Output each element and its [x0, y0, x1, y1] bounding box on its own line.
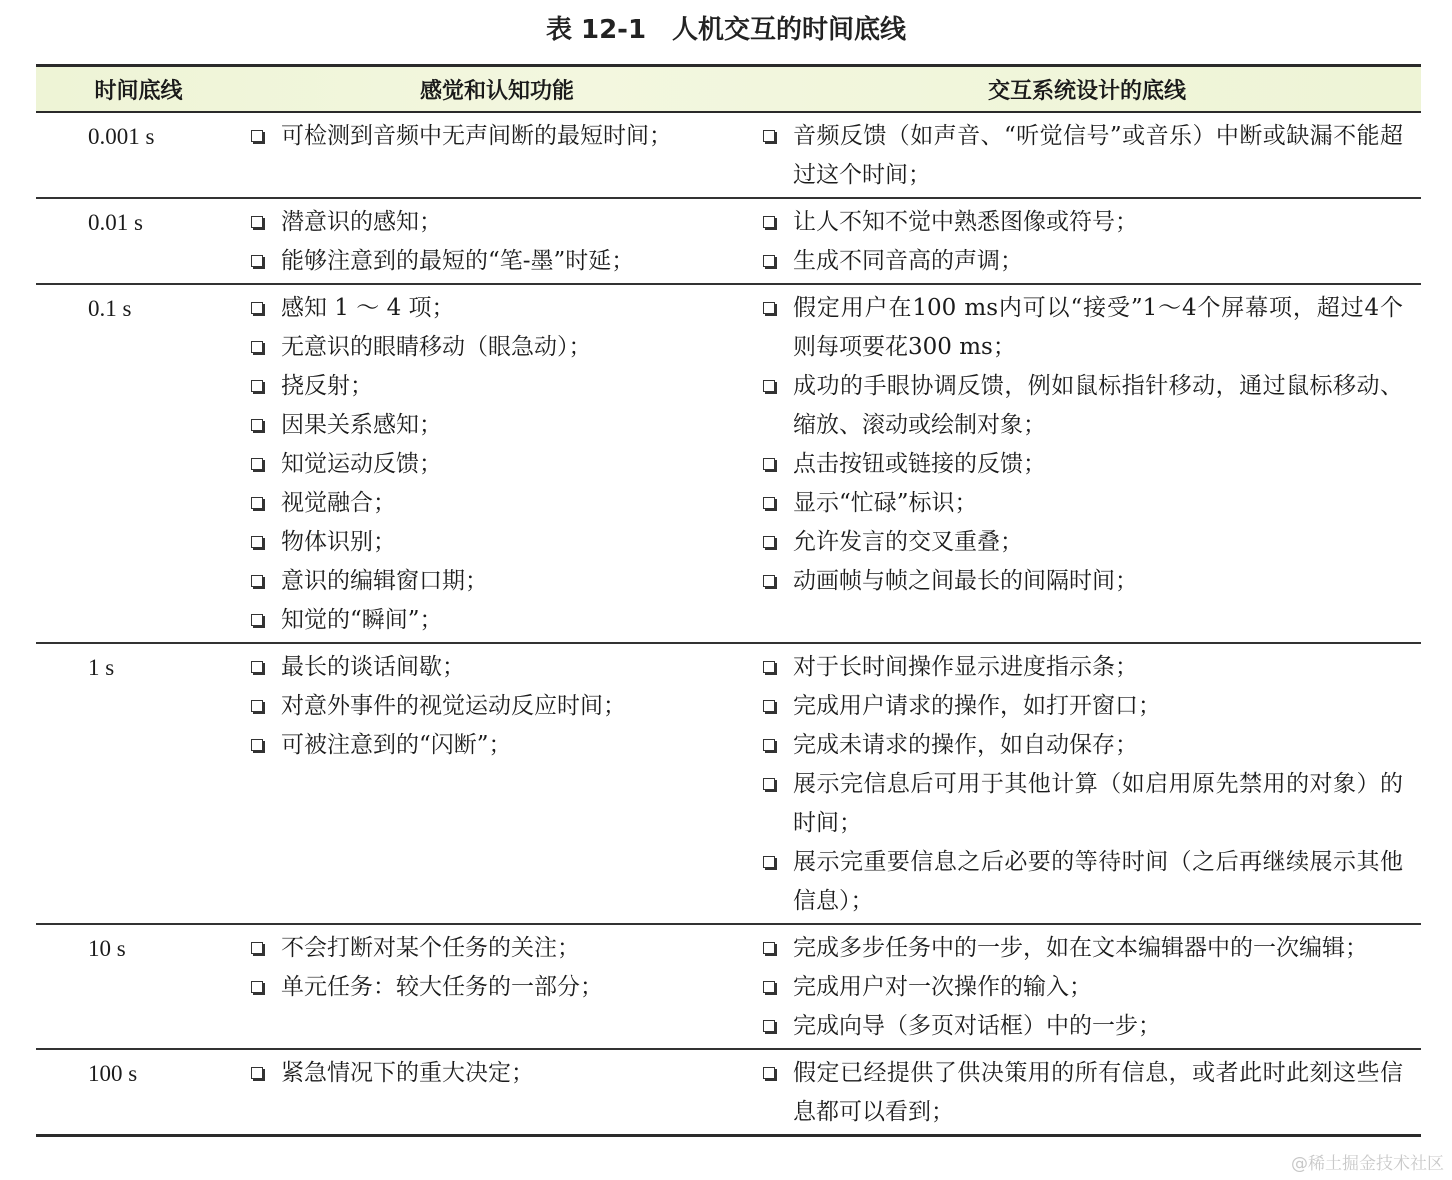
- time-cell: 10 s: [36, 924, 241, 1049]
- list-item: [759, 203, 1403, 242]
- list-item: [247, 328, 739, 367]
- list-item: [247, 523, 739, 562]
- perception-list: [247, 289, 739, 640]
- list-item: [247, 562, 739, 601]
- list-item-text: 潜意识的感知；: [281, 209, 442, 235]
- list-item-text: 完成用户请求的操作，如打开窗口；: [793, 693, 1161, 719]
- list-item-text: 点击按钮或链接的反馈；: [793, 451, 1046, 477]
- table-row: [36, 284, 1421, 643]
- header-perception: 感觉和认知功能: [241, 66, 753, 113]
- list-item: [759, 968, 1403, 1007]
- checkbox-bullet-icon: [763, 1067, 775, 1079]
- checkbox-bullet-icon: [763, 380, 775, 392]
- design-cell: [753, 112, 1421, 198]
- time-cell: 0.001 s: [36, 112, 241, 198]
- checkbox-bullet-icon: [763, 536, 775, 548]
- list-item-text: 可被注意到的“闪断”；: [281, 732, 512, 758]
- list-item: [247, 687, 739, 726]
- list-item-text: 对意外事件的视觉运动反应时间；: [281, 693, 626, 719]
- list-item-text: 成功的手眼协调反馈，例如鼠标指针移动，通过鼠标移动、缩放、滚动或绘制对象；: [793, 373, 1403, 438]
- list-item: [759, 929, 1403, 968]
- list-item-text: 知觉运动反馈；: [281, 451, 442, 477]
- list-item: [247, 726, 739, 765]
- checkbox-bullet-icon: [763, 700, 775, 712]
- list-item-text: 假定用户在100 ms内可以“接受”1～4个屏幕项，超过4个则每项要花300 ms；: [793, 295, 1403, 360]
- checkbox-bullet-icon: [251, 739, 263, 751]
- checkbox-bullet-icon: [763, 1020, 775, 1032]
- list-item: [247, 929, 739, 968]
- checkbox-bullet-icon: [251, 341, 263, 353]
- list-item-text: 单元任务：较大任务的一部分；: [281, 974, 603, 1000]
- list-item: [247, 367, 739, 406]
- table-header-row: [36, 66, 1421, 113]
- list-item: [247, 601, 739, 640]
- perception-cell: [241, 924, 753, 1049]
- list-item-text: 显示“忙碌”标识；: [793, 490, 978, 516]
- checkbox-bullet-icon: [251, 302, 263, 314]
- list-item-text: 无意识的眼睛移动（眼急动）；: [281, 334, 592, 360]
- design-list: [759, 117, 1403, 195]
- checkbox-bullet-icon: [763, 981, 775, 993]
- checkbox-bullet-icon: [763, 739, 775, 751]
- perception-cell: [241, 643, 753, 924]
- list-item-text: 展示完重要信息之后必要的等待时间（之后再继续展示其他信息）；: [793, 849, 1403, 914]
- checkbox-bullet-icon: [251, 575, 263, 587]
- list-item: [247, 117, 739, 156]
- design-cell: [753, 924, 1421, 1049]
- table-row: [36, 643, 1421, 924]
- checkbox-bullet-icon: [251, 1067, 263, 1079]
- list-item: [759, 523, 1403, 562]
- list-item: [759, 843, 1403, 921]
- perception-list: [247, 117, 739, 156]
- list-item-text: 完成未请求的操作，如自动保存；: [793, 732, 1138, 758]
- design-cell: [753, 1049, 1421, 1136]
- time-cell: 0.01 s: [36, 198, 241, 284]
- checkbox-bullet-icon: [763, 216, 775, 228]
- checkbox-bullet-icon: [763, 575, 775, 587]
- checkbox-bullet-icon: [763, 255, 775, 267]
- table-title: 表 12-1 人机交互的时间底线: [545, 15, 907, 45]
- list-item: [759, 289, 1403, 367]
- checkbox-bullet-icon: [251, 661, 263, 673]
- list-item-text: 假定已经提供了供决策用的所有信息，或者此时此刻这些信息都可以看到；: [793, 1060, 1403, 1125]
- list-item-text: 可检测到音频中无声间断的最短时间；: [281, 123, 672, 149]
- list-item: [247, 289, 739, 328]
- design-cell: [753, 284, 1421, 643]
- perception-cell: [241, 284, 753, 643]
- list-item-text: 音频反馈（如声音、“听觉信号”或音乐）中断或缺漏不能超过这个时间；: [793, 123, 1403, 188]
- list-item: [247, 445, 739, 484]
- checkbox-bullet-icon: [251, 255, 263, 267]
- list-item: [247, 484, 739, 523]
- checkbox-bullet-icon: [251, 614, 263, 626]
- checkbox-bullet-icon: [251, 419, 263, 431]
- checkbox-bullet-icon: [763, 856, 775, 868]
- list-item-text: 知觉的“瞬间”；: [281, 607, 443, 633]
- list-item-text: 动画帧与帧之间最长的间隔时间；: [793, 568, 1138, 594]
- list-item-text: 意识的编辑窗口期；: [281, 568, 488, 594]
- list-item: [247, 242, 739, 281]
- checkbox-bullet-icon: [763, 661, 775, 673]
- list-item: [759, 242, 1403, 281]
- list-item-text: 允许发言的交叉重叠；: [793, 529, 1023, 555]
- list-item-text: 展示完信息后可用于其他计算（如启用原先禁用的对象）的时间；: [793, 771, 1403, 836]
- checkbox-bullet-icon: [763, 302, 775, 314]
- list-item-text: 紧急情况下的重大决定；: [281, 1060, 534, 1086]
- list-item-text: 完成多步任务中的一步，如在文本编辑器中的一次编辑；: [793, 935, 1368, 961]
- perception-cell: [241, 198, 753, 284]
- perception-list: [247, 203, 739, 281]
- table-row: [36, 198, 1421, 284]
- list-item: [759, 1054, 1403, 1132]
- checkbox-bullet-icon: [251, 497, 263, 509]
- list-item-text: 因果关系感知；: [281, 412, 442, 438]
- list-item-text: 不会打断对某个任务的关注；: [281, 935, 580, 961]
- list-item: [759, 117, 1403, 195]
- list-item: [247, 968, 739, 1007]
- list-item: [247, 648, 739, 687]
- perception-list: [247, 1054, 739, 1093]
- time-cell: 1 s: [36, 643, 241, 924]
- list-item: [247, 406, 739, 445]
- checkbox-bullet-icon: [251, 981, 263, 993]
- checkbox-bullet-icon: [763, 130, 775, 142]
- list-item: [759, 1007, 1403, 1046]
- perception-cell: [241, 112, 753, 198]
- checkbox-bullet-icon: [763, 497, 775, 509]
- perception-cell: [241, 1049, 753, 1136]
- design-cell: [753, 643, 1421, 924]
- time-cell: 0.1 s: [36, 284, 241, 643]
- list-item: [759, 562, 1403, 601]
- list-item-text: 最长的谈话间歇；: [281, 654, 465, 680]
- watermark: @稀土掘金技术社区: [1291, 1154, 1444, 1174]
- list-item: [759, 687, 1403, 726]
- list-item: [759, 445, 1403, 484]
- list-item-text: 完成向导（多页对话框）中的一步；: [793, 1013, 1161, 1039]
- checkbox-bullet-icon: [251, 216, 263, 228]
- header-design: 交互系统设计的底线: [753, 66, 1421, 113]
- list-item-text: 感知 1 ～ 4 项；: [281, 295, 455, 321]
- list-item-text: 对于长时间操作显示进度指示条；: [793, 654, 1138, 680]
- list-item-text: 让人不知不觉中熟悉图像或符号；: [793, 209, 1138, 235]
- header-time: 时间底线: [36, 66, 241, 113]
- list-item: [759, 367, 1403, 445]
- perception-list: [247, 929, 739, 1007]
- list-item-text: 视觉融合；: [281, 490, 396, 516]
- checkbox-bullet-icon: [251, 536, 263, 548]
- checkbox-bullet-icon: [763, 458, 775, 470]
- checkbox-bullet-icon: [251, 380, 263, 392]
- design-list: [759, 289, 1403, 601]
- time-cell: 100 s: [36, 1049, 241, 1136]
- list-item-text: 挠反射；: [281, 373, 373, 399]
- table-row: [36, 924, 1421, 1049]
- table-row: [36, 112, 1421, 198]
- checkbox-bullet-icon: [251, 130, 263, 142]
- list-item: [759, 726, 1403, 765]
- list-item-text: 能够注意到的最短的“笔-墨”时延；: [281, 248, 635, 274]
- list-item: [759, 648, 1403, 687]
- design-cell: [753, 198, 1421, 284]
- table-row: [36, 1049, 1421, 1136]
- design-list: [759, 203, 1403, 281]
- list-item-text: 物体识别；: [281, 529, 396, 555]
- time-deadlines-table: [36, 64, 1421, 1137]
- checkbox-bullet-icon: [251, 458, 263, 470]
- list-item: [759, 484, 1403, 523]
- design-list: [759, 648, 1403, 921]
- checkbox-bullet-icon: [251, 942, 263, 954]
- list-item-text: 生成不同音高的声调；: [793, 248, 1023, 274]
- list-item: [247, 1054, 739, 1093]
- perception-list: [247, 648, 739, 765]
- checkbox-bullet-icon: [763, 778, 775, 790]
- list-item-text: 完成用户对一次操作的输入；: [793, 974, 1092, 1000]
- list-item: [759, 765, 1403, 843]
- checkbox-bullet-icon: [251, 700, 263, 712]
- list-item: [247, 203, 739, 242]
- design-list: [759, 1054, 1403, 1132]
- design-list: [759, 929, 1403, 1046]
- checkbox-bullet-icon: [763, 942, 775, 954]
